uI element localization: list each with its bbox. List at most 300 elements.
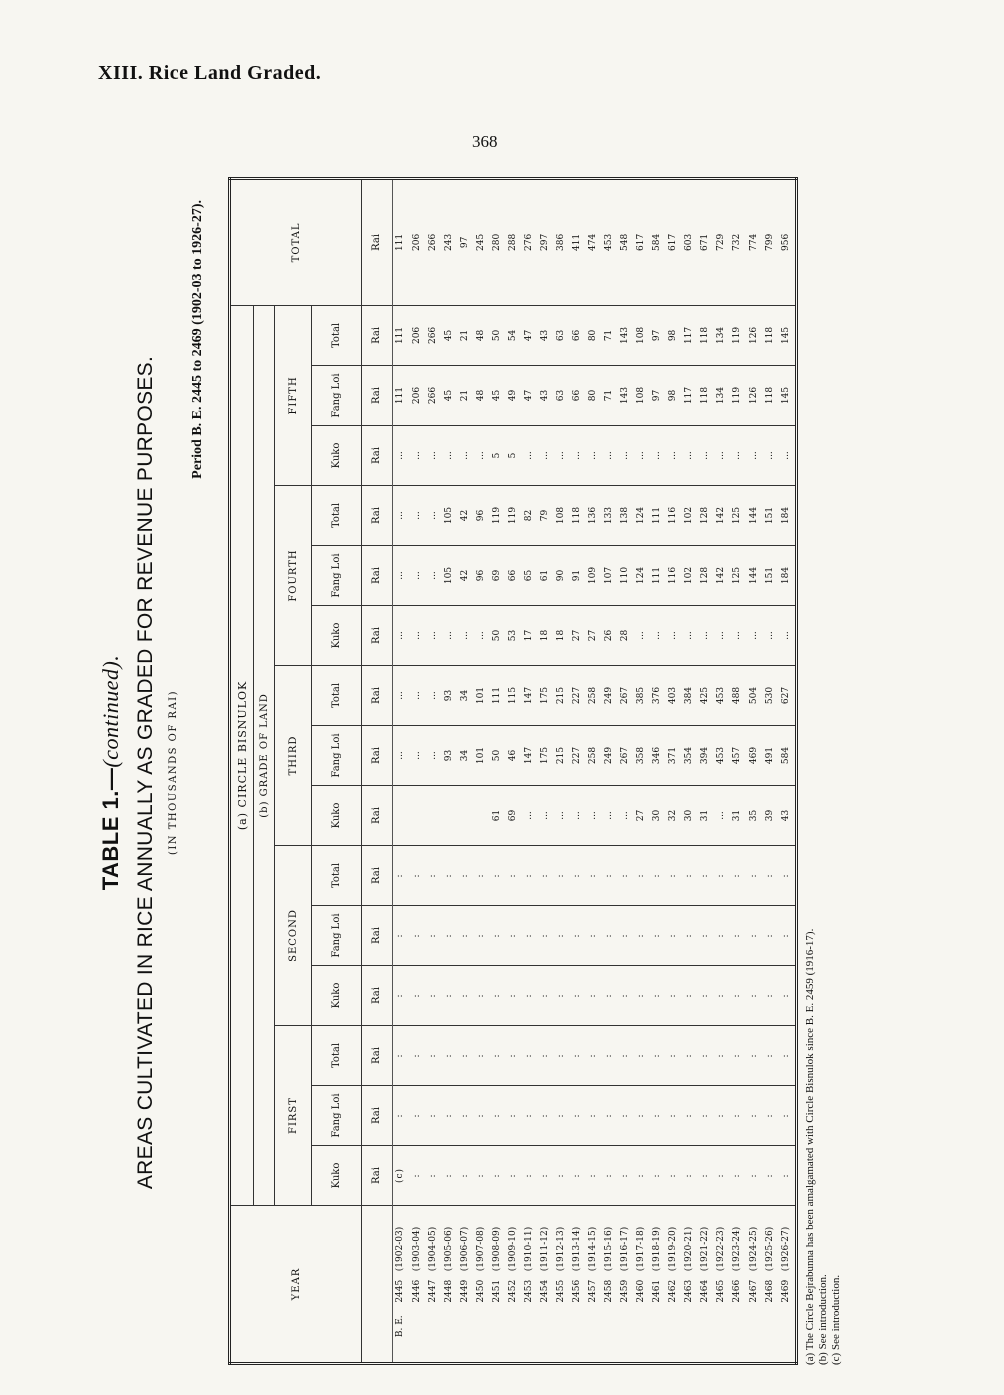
- year-ce: (1905-06): [443, 1226, 454, 1272]
- fifth-cell: 66: [569, 366, 585, 426]
- empty-cell: :: [762, 1086, 778, 1146]
- empty-cell: :: [666, 846, 682, 906]
- empty-cell: :: [730, 1026, 746, 1086]
- empty-cell: :: [553, 966, 569, 1026]
- subheader-cell: Total: [312, 305, 362, 365]
- empty-cell: :: [650, 1086, 666, 1146]
- table-row: [569, 178, 585, 1363]
- fifth-cell: 54: [505, 305, 521, 365]
- year-cell: [682, 1206, 698, 1364]
- fifth-cell: 49: [505, 366, 521, 426]
- fifth-cell: 43: [537, 366, 553, 426]
- fourth-cell: 69: [489, 546, 505, 606]
- empty-cell: :: [457, 846, 473, 906]
- fourth-cell: 116: [666, 486, 682, 546]
- fifth-cell: 50: [489, 305, 505, 365]
- empty-cell: :: [473, 1086, 489, 1146]
- table-title: [98, 180, 124, 1365]
- total-cell: 288: [505, 178, 521, 305]
- empty-cell: :: [714, 1026, 730, 1086]
- empty-cell: :: [634, 1026, 650, 1086]
- table-row: [441, 178, 457, 1363]
- third-cell: ...: [569, 786, 585, 846]
- third-cell: 34: [457, 726, 473, 786]
- fourth-cell: ...: [425, 486, 441, 546]
- total-cell: 603: [682, 178, 698, 305]
- fourth-cell: 28: [618, 606, 634, 666]
- year-be: 2455: [555, 1279, 566, 1303]
- year-be: 2462: [668, 1279, 679, 1303]
- third-cell: 469: [746, 726, 762, 786]
- table-subtitle: AREAS CULTIVATED IN RICE ANNUALLY AS GRADED FOR REVENUE PURPOSES.: [134, 355, 157, 1190]
- empty-cell: :: [586, 906, 602, 966]
- year-be: 2464: [700, 1279, 711, 1303]
- empty-cell: :: [473, 1146, 489, 1206]
- third-cell: ...: [409, 666, 425, 726]
- fourth-cell: ...: [746, 606, 762, 666]
- empty-cell: :: [473, 966, 489, 1026]
- year-header: YEAR: [230, 1206, 362, 1364]
- empty-cell: :: [634, 846, 650, 906]
- year-cell: [489, 1206, 505, 1364]
- fourth-cell: ...: [457, 606, 473, 666]
- table-row: [730, 178, 746, 1363]
- third-cell: 215: [553, 666, 569, 726]
- total-cell: 617: [666, 178, 682, 305]
- fifth-cell: 126: [746, 366, 762, 426]
- third-cell: 175: [537, 666, 553, 726]
- year-be: 2467: [748, 1279, 759, 1303]
- fourth-cell: 138: [618, 486, 634, 546]
- empty-cell: :: [457, 906, 473, 966]
- table-row: [634, 178, 650, 1363]
- third-cell: 46: [505, 726, 521, 786]
- empty-cell: :: [666, 1026, 682, 1086]
- fifth-cell: 48: [473, 305, 489, 365]
- total-cell: 453: [602, 178, 618, 305]
- third-cell: 34: [457, 666, 473, 726]
- third-cell: 227: [569, 726, 585, 786]
- total-cell: 245: [473, 178, 489, 305]
- total-cell: 548: [618, 178, 634, 305]
- year-ce: (1907-08): [475, 1226, 486, 1272]
- table-title-text: TABLE 1.—: [98, 767, 123, 891]
- fifth-cell: ...: [569, 426, 585, 486]
- third-cell: ...: [553, 786, 569, 846]
- year-ce: (1909-10): [507, 1226, 518, 1272]
- fifth-cell: ...: [778, 426, 796, 486]
- fourth-cell: 124: [634, 486, 650, 546]
- table-body: [362, 178, 797, 1363]
- fifth-cell: 134: [714, 305, 730, 365]
- fourth-cell: 18: [537, 606, 553, 666]
- third-cell: 30: [682, 786, 698, 846]
- fifth-cell: 117: [682, 366, 698, 426]
- unit-cell: Rai: [362, 305, 393, 365]
- year-cell: [441, 1206, 457, 1364]
- fourth-cell: 118: [569, 486, 585, 546]
- fourth-cell: 151: [762, 546, 778, 606]
- empty-cell: :: [618, 846, 634, 906]
- fifth-cell: 47: [521, 366, 537, 426]
- third-cell: 346: [650, 726, 666, 786]
- unit-cell: Rai: [362, 606, 393, 666]
- unit-year-cell: [362, 1206, 393, 1364]
- fifth-cell: ...: [714, 426, 730, 486]
- year-ce: (1913-14): [571, 1226, 582, 1272]
- fifth-cell: 5: [505, 426, 521, 486]
- empty-cell: :: [650, 846, 666, 906]
- empty-cell: :: [634, 1146, 650, 1206]
- fourth-cell: 105: [441, 486, 457, 546]
- third-cell: 249: [602, 666, 618, 726]
- year-cell: [634, 1206, 650, 1364]
- fifth-cell: 266: [425, 305, 441, 365]
- empty-cell: :: [409, 906, 425, 966]
- empty-cell: :: [537, 966, 553, 1026]
- third-cell: 27: [634, 786, 650, 846]
- fourth-cell: 82: [521, 486, 537, 546]
- table-row: [537, 178, 553, 1363]
- third-cell: 371: [666, 726, 682, 786]
- fifth-cell: ...: [473, 426, 489, 486]
- footnotes: [804, 929, 843, 1365]
- empty-cell: :: [602, 1146, 618, 1206]
- third-cell: ...: [618, 786, 634, 846]
- empty-cell: :: [586, 1086, 602, 1146]
- table-period: Period B. E. 2445 to 2469 (1902-03 to 1926-27).: [190, 200, 205, 479]
- fifth-cell: ...: [586, 426, 602, 486]
- subheader-cell: Fang Loi: [312, 1086, 362, 1146]
- year-cell: [505, 1206, 521, 1364]
- third-cell: 376: [650, 666, 666, 726]
- subheader-cell: Total: [312, 1026, 362, 1086]
- unit-cell: Rai: [362, 666, 393, 726]
- empty-cell: :: [505, 846, 521, 906]
- unit-cell: Rai: [362, 966, 393, 1026]
- table-row: [425, 178, 441, 1363]
- empty-cell: :: [586, 966, 602, 1026]
- third-cell: 403: [666, 666, 682, 726]
- year-be: 2450: [475, 1279, 486, 1303]
- empty-cell: :: [730, 906, 746, 966]
- year-ce: (1919-20): [668, 1226, 679, 1272]
- year-be: 2456: [571, 1279, 582, 1303]
- subheader-cell: Kuko: [312, 426, 362, 486]
- third-cell: 101: [473, 666, 489, 726]
- fifth-cell: ...: [666, 426, 682, 486]
- table-row: [505, 178, 521, 1363]
- third-cell: 453: [714, 726, 730, 786]
- year-cell: [602, 1206, 618, 1364]
- year-cell: [473, 1206, 489, 1364]
- third-cell: [392, 786, 409, 846]
- empty-cell: :: [746, 906, 762, 966]
- fifth-cell: 143: [618, 305, 634, 365]
- section-header: XIII. Rice Land Graded.: [98, 62, 322, 84]
- fifth-cell: 108: [634, 366, 650, 426]
- fifth-cell: ...: [457, 426, 473, 486]
- year-ce: (1911-12): [539, 1226, 550, 1272]
- year-be: 2458: [604, 1279, 615, 1303]
- unit-cell: Rai: [362, 178, 393, 305]
- empty-cell: :: [392, 1086, 409, 1146]
- empty-cell: :: [441, 1086, 457, 1146]
- table-row: [473, 178, 489, 1363]
- empty-cell: :: [666, 906, 682, 966]
- empty-cell: :: [602, 966, 618, 1026]
- fourth-cell: ...: [425, 546, 441, 606]
- third-cell: 227: [569, 666, 585, 726]
- fourth-cell: ...: [730, 606, 746, 666]
- year-cell: [521, 1206, 537, 1364]
- third-cell: [441, 786, 457, 846]
- third-cell: ...: [425, 726, 441, 786]
- subheader-cell: Total: [312, 486, 362, 546]
- third-cell: 147: [521, 666, 537, 726]
- third-cell: 453: [714, 666, 730, 726]
- year-be: 2457: [588, 1279, 599, 1303]
- table-row: [714, 178, 730, 1363]
- empty-cell: :: [762, 906, 778, 966]
- empty-cell: :: [521, 966, 537, 1026]
- fourth-cell: 107: [602, 546, 618, 606]
- fourth-cell: ...: [698, 606, 714, 666]
- year-cell: [714, 1206, 730, 1364]
- empty-cell: :: [521, 1026, 537, 1086]
- fifth-cell: 134: [714, 366, 730, 426]
- third-cell: ...: [409, 726, 425, 786]
- unit-cell: Rai: [362, 366, 393, 426]
- subheader-cell: Fang Loi: [312, 366, 362, 426]
- empty-cell: :: [553, 846, 569, 906]
- fifth-cell: 45: [489, 366, 505, 426]
- fifth-cell: 80: [586, 305, 602, 365]
- year-cell: [392, 1206, 409, 1364]
- fourth-cell: 136: [586, 486, 602, 546]
- fifth-cell: 118: [698, 366, 714, 426]
- third-cell: 93: [441, 726, 457, 786]
- empty-cell: :: [392, 846, 409, 906]
- empty-cell: :: [425, 1026, 441, 1086]
- year-be: 2453: [523, 1279, 534, 1303]
- fifth-cell: ...: [650, 426, 666, 486]
- empty-cell: :: [698, 1086, 714, 1146]
- empty-cell: :: [441, 966, 457, 1026]
- year-be: 2449: [459, 1279, 470, 1303]
- third-cell: ...: [586, 786, 602, 846]
- third-cell: 267: [618, 726, 634, 786]
- fifth-cell: 63: [553, 366, 569, 426]
- fifth-cell: 45: [441, 366, 457, 426]
- third-cell: 425: [698, 666, 714, 726]
- unit-cell: Rai: [362, 846, 393, 906]
- fourth-cell: ...: [425, 606, 441, 666]
- empty-cell: :: [714, 966, 730, 1026]
- empty-cell: :: [521, 1086, 537, 1146]
- fifth-cell: 71: [602, 366, 618, 426]
- total-cell: 97: [457, 178, 473, 305]
- third-cell: 35: [746, 786, 762, 846]
- subheader-cell: Fang Loi: [312, 546, 362, 606]
- year-cell: [666, 1206, 682, 1364]
- footnote-a: (a) The Circle Bejrabunna has been amalgamated with Circle Bisnulok since B. E. 2459 (1916-17).: [804, 928, 816, 1365]
- empty-cell: :: [537, 1086, 553, 1146]
- third-cell: 358: [634, 726, 650, 786]
- fourth-cell: 110: [618, 546, 634, 606]
- fourth-cell: 109: [586, 546, 602, 606]
- year-cell: [586, 1206, 602, 1364]
- grade-header: (b) GRADE OF LAND: [254, 305, 275, 1205]
- fourth-cell: 128: [698, 486, 714, 546]
- empty-cell: :: [505, 1086, 521, 1146]
- year-ce: (1908-09): [491, 1226, 502, 1272]
- total-cell: 671: [698, 178, 714, 305]
- empty-cell: :: [537, 906, 553, 966]
- third-cell: 31: [698, 786, 714, 846]
- year-cell: [730, 1206, 746, 1364]
- empty-cell: :: [714, 846, 730, 906]
- total-cell: 386: [553, 178, 569, 305]
- third-cell: 385: [634, 666, 650, 726]
- year-cell: [569, 1206, 585, 1364]
- table-row: [778, 178, 796, 1363]
- year-cell: [762, 1206, 778, 1364]
- empty-cell: :: [730, 846, 746, 906]
- table-row: [489, 178, 505, 1363]
- year-ce: (1920-21): [684, 1226, 695, 1272]
- empty-cell: :: [521, 846, 537, 906]
- empty-cell: :: [489, 1086, 505, 1146]
- empty-cell: :: [698, 846, 714, 906]
- year-ce: (1912-13): [555, 1226, 566, 1272]
- empty-cell: :: [618, 1146, 634, 1206]
- third-cell: [425, 786, 441, 846]
- fifth-cell: ...: [634, 426, 650, 486]
- third-cell: 175: [537, 726, 553, 786]
- third-cell: 249: [602, 726, 618, 786]
- third-cell: 69: [505, 786, 521, 846]
- empty-cell: :: [569, 846, 585, 906]
- year-cell: [746, 1206, 762, 1364]
- year-be: 2448: [443, 1279, 454, 1303]
- subheader-cell: Kuko: [312, 606, 362, 666]
- fifth-cell: 48: [473, 366, 489, 426]
- empty-cell: :: [553, 906, 569, 966]
- year-cell: [409, 1206, 425, 1364]
- empty-cell: :: [778, 1026, 796, 1086]
- fifth-cell: ...: [698, 426, 714, 486]
- third-cell: 584: [778, 726, 796, 786]
- empty-cell: :: [762, 966, 778, 1026]
- fifth-cell: 118: [762, 305, 778, 365]
- empty-cell: :: [457, 1086, 473, 1146]
- note-c-marker: (c): [392, 1146, 409, 1206]
- total-cell: 956: [778, 178, 796, 305]
- subheader-row: [312, 178, 362, 1363]
- empty-cell: :: [746, 846, 762, 906]
- third-cell: 504: [746, 666, 762, 726]
- total-cell: 276: [521, 178, 537, 305]
- fourth-cell: 61: [537, 546, 553, 606]
- fifth-cell: 108: [634, 305, 650, 365]
- empty-cell: :: [521, 906, 537, 966]
- fourth-cell: 42: [457, 486, 473, 546]
- fourth-cell: ...: [409, 486, 425, 546]
- empty-cell: :: [730, 966, 746, 1026]
- circle-header: (a) CIRCLE BISNULOK: [230, 305, 254, 1205]
- fifth-cell: 21: [457, 366, 473, 426]
- fourth-cell: 90: [553, 546, 569, 606]
- empty-cell: :: [618, 1086, 634, 1146]
- empty-cell: :: [650, 966, 666, 1026]
- third-cell: 258: [586, 666, 602, 726]
- subheader-cell: Total: [312, 846, 362, 906]
- total-cell: 206: [409, 178, 425, 305]
- year-be: 2454: [539, 1279, 550, 1303]
- empty-cell: :: [569, 966, 585, 1026]
- total-cell: 111: [392, 178, 409, 305]
- grade-first-header: FIRST: [275, 1026, 312, 1206]
- year-ce: (1915-16): [604, 1226, 615, 1272]
- table-row: [586, 178, 602, 1363]
- empty-cell: :: [682, 1086, 698, 1146]
- empty-cell: :: [714, 906, 730, 966]
- empty-cell: :: [746, 966, 762, 1026]
- empty-cell: :: [441, 906, 457, 966]
- fifth-cell: ...: [441, 426, 457, 486]
- subheader-cell: Kuko: [312, 1146, 362, 1206]
- year-be: 2461: [652, 1279, 663, 1303]
- unit-cell: Rai: [362, 486, 393, 546]
- year-ce: (1916-17): [620, 1226, 631, 1272]
- empty-cell: :: [682, 966, 698, 1026]
- table-row: [682, 178, 698, 1363]
- empty-cell: :: [682, 1026, 698, 1086]
- fifth-cell: ...: [425, 426, 441, 486]
- fourth-cell: ...: [714, 606, 730, 666]
- fifth-cell: 143: [618, 366, 634, 426]
- fourth-cell: 125: [730, 546, 746, 606]
- fourth-cell: 125: [730, 486, 746, 546]
- total-cell: 297: [537, 178, 553, 305]
- third-cell: 215: [553, 726, 569, 786]
- third-cell: [457, 786, 473, 846]
- subheader-cell: Kuko: [312, 966, 362, 1026]
- third-cell: 258: [586, 726, 602, 786]
- fifth-cell: 5: [489, 426, 505, 486]
- unit-cell: Rai: [362, 1086, 393, 1146]
- year-ce: (1922-23): [716, 1226, 727, 1272]
- third-cell: 147: [521, 726, 537, 786]
- empty-cell: :: [778, 846, 796, 906]
- fifth-cell: ...: [618, 426, 634, 486]
- fifth-cell: 126: [746, 305, 762, 365]
- empty-cell: :: [505, 906, 521, 966]
- year-cell: [425, 1206, 441, 1364]
- empty-cell: :: [553, 1146, 569, 1206]
- year-be: 2466: [732, 1279, 743, 1303]
- third-cell: 115: [505, 666, 521, 726]
- fifth-cell: 206: [409, 366, 425, 426]
- fourth-cell: ...: [473, 606, 489, 666]
- year-ce: (1906-07): [459, 1226, 470, 1272]
- fourth-cell: 65: [521, 546, 537, 606]
- grade-second-header: SECOND: [275, 846, 312, 1026]
- third-cell: 39: [762, 786, 778, 846]
- subheader-cell: Fang Loi: [312, 906, 362, 966]
- fourth-cell: ...: [392, 606, 409, 666]
